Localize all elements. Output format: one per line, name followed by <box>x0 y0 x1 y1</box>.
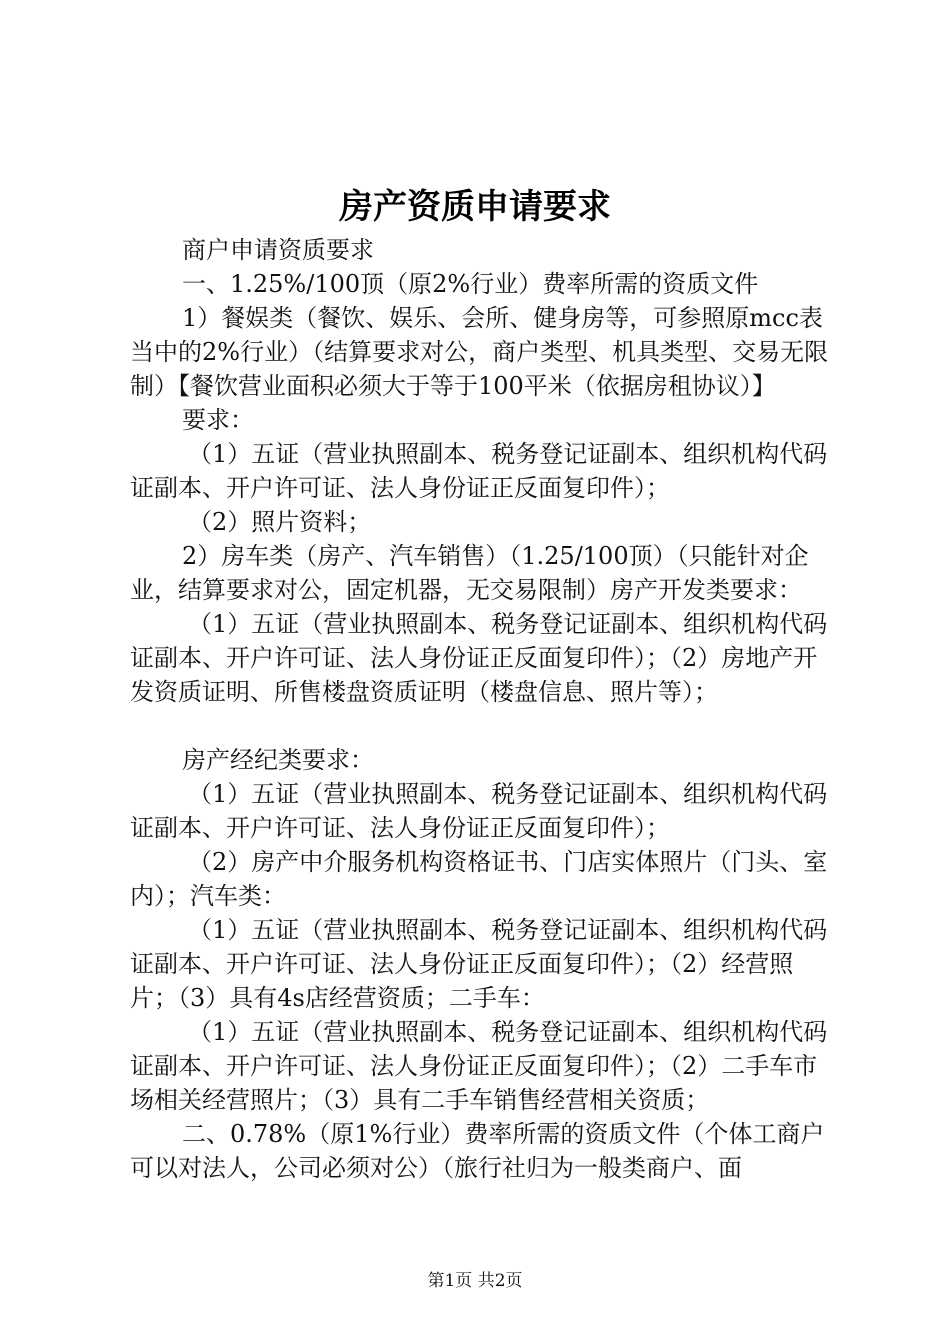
paragraph-brokerage-label: 房产经纪类要求： <box>182 746 374 774</box>
paragraph-dining: 1）餐娱类（餐饮、娱乐、会所、健身房等，可参照原mcc表当中的2%行业）（结算要求对公，商户类型、机具类型、交易无限制）【餐饮营业面积必须大于等于100平米（依据房租协议）】 <box>130 304 829 400</box>
paragraph-requirements-label: 要求： <box>182 406 254 434</box>
paragraph-intro: 商户申请资质要求 <box>182 236 374 264</box>
paragraph-five-certificates: （1）五证（营业执照副本、税务登记证副本、组织机构代码证副本、开户许可证、法人身份证正反面复印件）； <box>130 440 828 502</box>
page-footer: 第1页 共2页 <box>427 1271 523 1291</box>
document-body <box>130 233 830 1185</box>
paragraph-section-1: 一、1.25%/100顶（原2%行业）费率所需的资质文件 <box>182 270 759 298</box>
paragraph-used-car-docs: （1）五证（营业执照副本、税务登记证副本、组织机构代码证副本、开户许可证、法人身份证正反面复印件）；（2）二手车市场相关经营照片；（3）具有二手车销售经营相关资质； <box>130 1018 828 1114</box>
paragraph-brokerage-certificates: （1）五证（营业执照副本、税务登记证副本、组织机构代码证副本、开户许可证、法人身份证正反面复印件）； <box>130 780 828 842</box>
paragraph-developer-docs: （1）五证（营业执照副本、税务登记证副本、组织机构代码证副本、开户许可证、法人身份证正反面复印件）；（2）房地产开发资质证明、所售楼盘资质证明（楼盘信息、照片等）； <box>130 610 828 706</box>
paragraph-section-2: 二、0.78%（原1%行业）费率所需的资质文件（个体工商户可以对法人，公司必须对公）（旅行社归为一般类商户、面 <box>130 1120 825 1182</box>
paragraph-real-estate-vehicles: 2）房车类（房产、汽车销售）（1.25/100顶）（只能针对企业，结算要求对公，固定机器，无交易限制）房产开发类要求： <box>130 542 809 604</box>
paragraph-car-docs: （1）五证（营业执照副本、税务登记证副本、组织机构代码证副本、开户许可证、法人身份证正反面复印件）；（2）经营照片；（3）具有4s店经营资质；二手车： <box>130 916 828 1012</box>
paragraph-photos: （2）照片资料； <box>188 508 372 536</box>
paragraph-brokerage-docs: （2）房产中介服务机构资格证书、门店实体照片（门头、室内）；汽车类： <box>130 848 828 910</box>
document-title: 房产资质申请要求 <box>339 187 611 227</box>
